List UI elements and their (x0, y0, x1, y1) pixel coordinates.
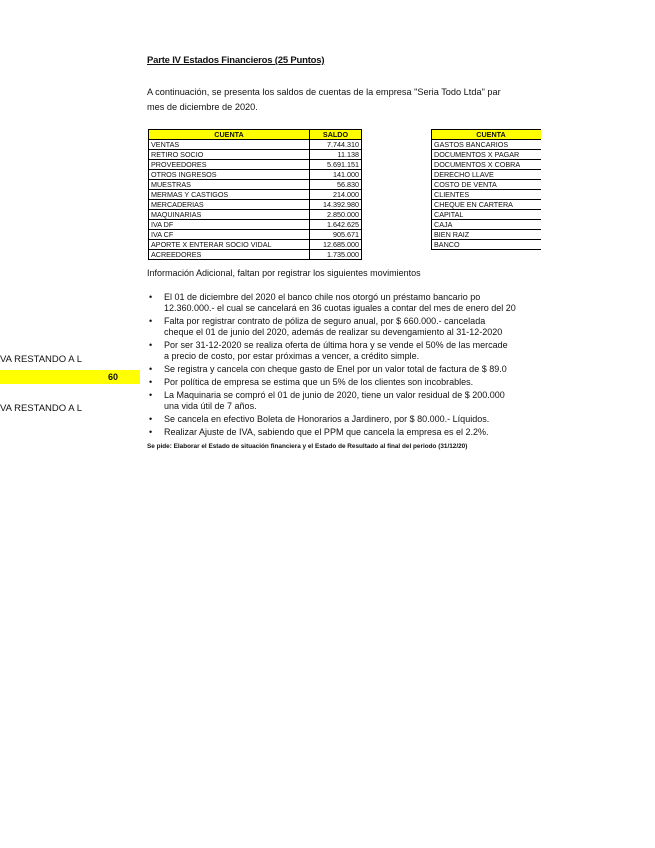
table-row (149, 140, 362, 150)
account-name-cell: PROVEEDORES (149, 160, 310, 170)
movement-line: cheque el 01 de junio del 2020, además de realizar su devengamiento al 31-12-2020 (164, 327, 503, 337)
account-name-cell: MUESTRAS (149, 180, 310, 190)
bullet-icon: • (149, 390, 153, 400)
intro-line: A continuación, se presenta los saldos de cuentas de la empresa "Seria Todo Ltda" par (147, 87, 501, 97)
account-name-cell: MERCADERIAS (149, 200, 310, 210)
movement-line: Por ser 31-12-2020 se realiza oferta de última hora y se vende el 50% de las mercade (164, 340, 508, 350)
movement-line: La Maquinaria se compró el 01 de junio de 2020, tiene un valor residual de $ 200.000 (164, 390, 505, 400)
movement-line: Falta por registrar contrato de póliza de seguro anual, por $ 660.000.- cancelada (164, 316, 486, 326)
intro-line: mes de diciembre de 2020. (147, 102, 258, 112)
account-name-cell: BANCO (432, 240, 542, 250)
account-name-cell: DOCUMENTOS X PAGAR (432, 150, 542, 160)
list-item (147, 316, 540, 338)
table-row (432, 220, 542, 230)
table-row (432, 200, 542, 210)
list-item (147, 390, 540, 412)
account-name-cell: CLIENTES (432, 190, 542, 200)
bullet-icon: • (149, 377, 153, 387)
bullet-icon: • (149, 414, 153, 424)
list-item (147, 377, 540, 388)
account-balance-cell: 1.735.000 (310, 250, 362, 260)
accounts-table-left-body (149, 140, 362, 260)
account-name-cell: RETIRO SOCIO (149, 150, 310, 160)
table-row (432, 150, 542, 160)
table-row (149, 200, 362, 210)
table-row (149, 250, 362, 260)
side-label-bottom: VA RESTANDO A L (0, 403, 83, 414)
list-item (147, 340, 540, 362)
column-header-cuenta-right: CUENTA (432, 130, 542, 140)
account-balance-cell: 11.138 (310, 150, 362, 160)
account-name-cell: MAQUINARIAS (149, 210, 310, 220)
highlighted-cell-value: 60 (0, 370, 140, 384)
table-row (149, 150, 362, 160)
table-row (149, 180, 362, 190)
account-balance-cell: 14.392.980 (310, 200, 362, 210)
movement-line: Por política de empresa se estima que un 5% de los clientes son incobrables. (164, 377, 474, 387)
bullet-icon: • (149, 292, 153, 302)
table-row (432, 170, 542, 180)
account-name-cell: DOCUMENTOS X COBRA (432, 160, 542, 170)
accounts-table-left (148, 129, 362, 260)
table-row (149, 240, 362, 250)
section-title: Parte IV Estados Financieros (25 Puntos) (147, 55, 325, 66)
side-label-top: VA RESTANDO A L (0, 354, 83, 365)
table-row (149, 220, 362, 230)
column-header-cuenta: CUENTA (149, 130, 310, 140)
movement-line: Se registra y cancela con cheque gasto de Enel por un valor total de factura de $ 89.0 (164, 364, 507, 374)
additional-info-heading: Información Adicional, faltan por registrar los siguientes movimientos (147, 268, 421, 278)
table-row (432, 230, 542, 240)
list-item (147, 292, 540, 314)
account-balance-cell: 141.000 (310, 170, 362, 180)
column-header-saldo: SALDO (310, 130, 362, 140)
list-item (147, 414, 540, 425)
account-balance-cell: 214.000 (310, 190, 362, 200)
movements-list (147, 292, 540, 440)
movement-line: a precio de costo, por estar próximas a vencer, a crédito simple. (164, 351, 420, 361)
account-name-cell: CAPITAL (432, 210, 542, 220)
intro-paragraph (147, 85, 540, 115)
table-row (149, 160, 362, 170)
account-name-cell: CHEQUE EN CARTERA (432, 200, 542, 210)
account-balance-cell: 905.671 (310, 230, 362, 240)
movement-line: El 01 de diciembre del 2020 el banco chile nos otorgó un préstamo bancario po (164, 292, 481, 302)
table-row (149, 190, 362, 200)
account-name-cell: DERECHO LLAVE (432, 170, 542, 180)
list-item (147, 364, 540, 375)
account-name-cell: COSTO DE VENTA (432, 180, 542, 190)
account-name-cell: GASTOS BANCARIOS (432, 140, 542, 150)
table-row (432, 180, 542, 190)
table-row (432, 140, 542, 150)
movement-line: una vida útil de 7 años. (164, 401, 257, 411)
account-balance-cell: 56.830 (310, 180, 362, 190)
movement-line: 12.360.000.- el cual se cancelará en 36 cuotas iguales a contar del mes de enero del 20 (164, 303, 516, 313)
movement-line: Se cancela en efectivo Boleta de Honorarios a Jardinero, por $ 80.000.- Líquidos. (164, 414, 490, 424)
movement-line: Realizar Ajuste de IVA, sabiendo que el PPM que cancela la empresa es el 2.2%. (164, 427, 489, 437)
account-name-cell: VENTAS (149, 140, 310, 150)
account-balance-cell: 2.850.000 (310, 210, 362, 220)
account-balance-cell: 12.685.000 (310, 240, 362, 250)
account-name-cell: ACREEDORES (149, 250, 310, 260)
table-row (432, 210, 542, 220)
account-name-cell: BIEN RAIZ (432, 230, 542, 240)
account-balance-cell: 7.744.310 (310, 140, 362, 150)
bullet-icon: • (149, 364, 153, 374)
table-row (149, 230, 362, 240)
table-row (432, 190, 542, 200)
list-item (147, 427, 540, 438)
table-row (432, 160, 542, 170)
accounts-table-right (431, 129, 541, 250)
account-name-cell: MERMAS Y CASTIGOS (149, 190, 310, 200)
table-row (149, 210, 362, 220)
bullet-icon: • (149, 427, 153, 437)
accounts-table-right-clip (430, 126, 541, 256)
table-row (432, 240, 542, 250)
bullet-icon: • (149, 316, 153, 326)
account-name-cell: IVA CF (149, 230, 310, 240)
task-instruction: Se pide: Elaborar el Estado de situación financiera y el Estado de Resultado al final del periodo (31/12/20) (147, 443, 468, 450)
account-name-cell: OTROS INGRESOS (149, 170, 310, 180)
accounts-table-right-body (432, 140, 542, 250)
account-name-cell: APORTE X ENTERAR SOCIO VIDAL (149, 240, 310, 250)
account-name-cell: CAJA (432, 220, 542, 230)
table-row (149, 170, 362, 180)
account-balance-cell: 1.642.625 (310, 220, 362, 230)
account-balance-cell: 5.691.151 (310, 160, 362, 170)
account-name-cell: IVA DF (149, 220, 310, 230)
bullet-icon: • (149, 340, 153, 350)
